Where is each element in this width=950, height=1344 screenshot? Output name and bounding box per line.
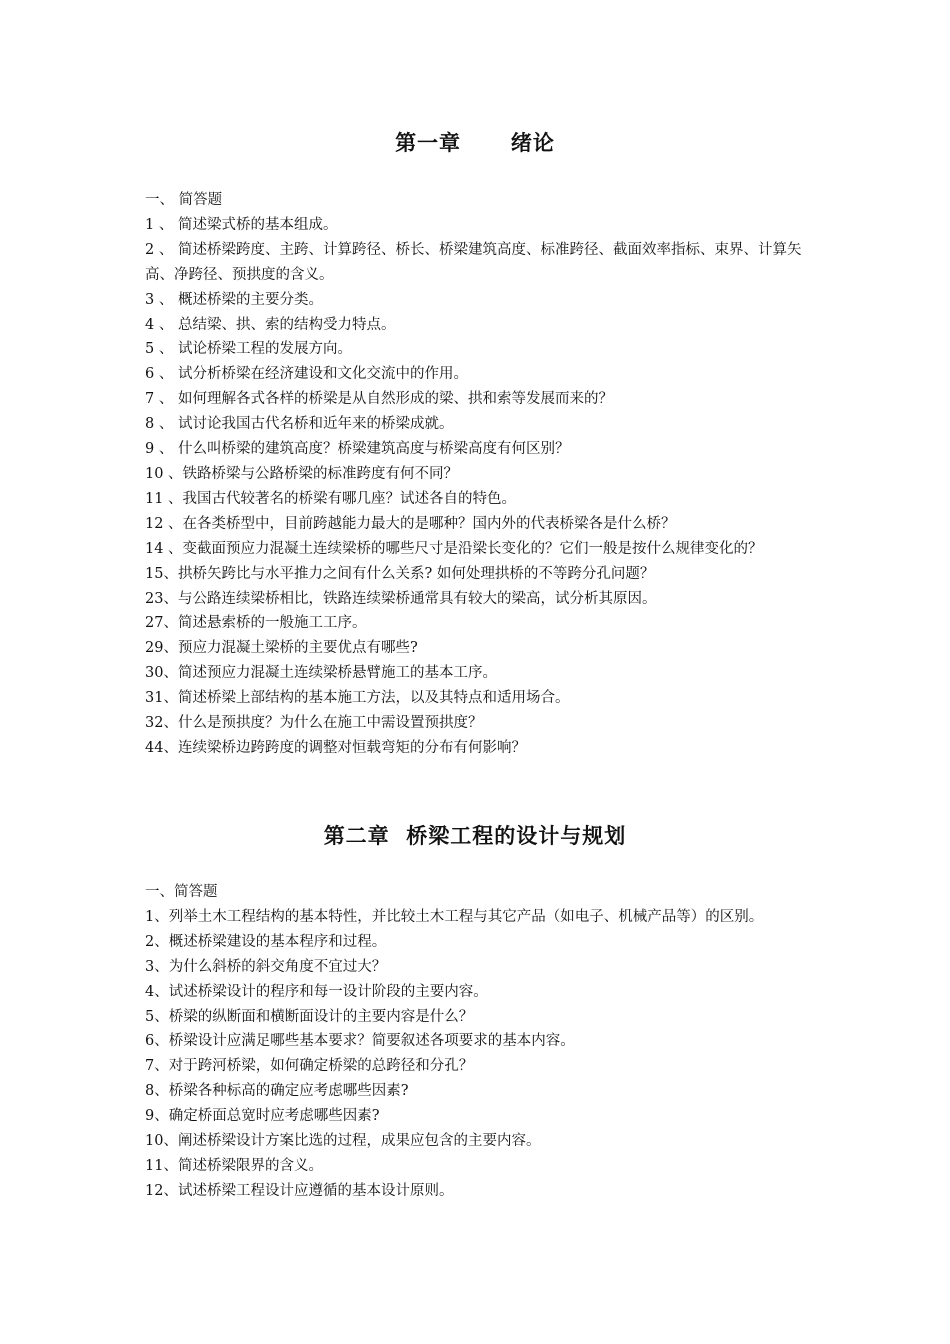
question-item: 23、与公路连续梁桥相比，铁路连续梁桥通常具有较大的梁高，试分析其原因。 — [145, 590, 657, 607]
question-item: 10 、铁路桥梁与公路桥梁的标准跨度有何不同？ — [145, 465, 459, 482]
question-item: 31、简述桥梁上部结构的基本施工方法，以及其特点和适用场合。 — [145, 690, 570, 707]
chapter-1-questions — [145, 188, 813, 761]
question-item: 9、确定桥面总宽时应考虑哪些因素? — [145, 1108, 380, 1125]
question-item: 11 、我国古代较著名的桥梁有哪几座？试述各自的特色。 — [145, 490, 517, 507]
question-item: 10、阐述桥梁设计方案比选的过程，成果应包含的主要内容。 — [145, 1133, 541, 1150]
question-item: 1 、 简述梁式桥的基本组成。 — [145, 216, 338, 233]
question-item: 14 、变截面预应力混凝土连续梁桥的哪些尺寸是沿梁长变化的？它们一般是按什么规律变化的？ — [145, 540, 763, 557]
question-item: 7、对于跨河桥梁，如何确定桥梁的总跨径和分孔？ — [145, 1058, 474, 1075]
question-item: 30、简述预应力混凝土连续梁桥悬臂施工的基本工序。 — [145, 665, 497, 682]
question-item: 11、简述桥梁限界的含义。 — [145, 1157, 323, 1174]
question-item: 4 、 总结梁、拱、索的结构受力特点。 — [145, 316, 396, 333]
question-item: 12、试述桥梁工程设计应遵循的基本设计原则。 — [145, 1182, 454, 1199]
question-item: 3、为什么斜桥的斜交角度不宜过大？ — [145, 958, 387, 975]
question-item: 9 、 什么叫桥梁的建筑高度？桥梁建筑高度与桥梁高度有何区别？ — [145, 441, 570, 458]
question-item: 4、试述桥梁设计的程序和每一设计阶段的主要内容。 — [145, 983, 488, 1000]
question-item: 32、什么是预拱度？为什么在施工中需设置预拱度？ — [145, 715, 483, 732]
question-item: 6、桥梁设计应满足哪些基本要求？简要叙述各项要求的基本内容。 — [145, 1033, 575, 1050]
question-item: 2 、 简述桥梁跨度、主跨、计算跨径、桥长、桥梁建筑高度、标准跨径、截面效率指标、束界、计算矢高、净跨径、预拱度的含义。 — [145, 241, 802, 283]
section-heading: 一、简答题 — [145, 884, 218, 900]
question-item: 27、简述悬索桥的一般施工工序。 — [145, 615, 367, 632]
question-item: 29、预应力混凝土梁桥的主要优点有哪些? — [145, 640, 418, 657]
question-item: 8、桥梁各种标高的确定应考虑哪些因素? — [145, 1083, 409, 1100]
chapter-2-questions — [145, 880, 813, 1204]
section-heading: 一、 简答题 — [145, 192, 223, 208]
question-item: 5 、 试论桥梁工程的发展方向。 — [145, 341, 352, 358]
question-item: 2、概述桥梁建设的基本程序和过程。 — [145, 933, 387, 950]
chapter-1-title: 第一章 绪论 — [395, 131, 555, 155]
question-item: 6 、 试分析桥梁在经济建设和文化交流中的作用。 — [145, 366, 468, 383]
question-item: 15、拱桥矢跨比与水平推力之间有什么关系? 如何处理拱桥的不等跨分孔问题？ — [145, 565, 655, 582]
question-item: 44、连续梁桥边跨跨度的调整对恒载弯矩的分布有何影响？ — [145, 739, 526, 756]
question-item: 1、列举土木工程结构的基本特性，并比较土木工程与其它产品（如电子、机械产品等）的区别。 — [145, 908, 764, 925]
question-item: 8 、 试讨论我国古代名桥和近年来的桥梁成就。 — [145, 416, 454, 433]
question-item: 3 、 概述桥梁的主要分类。 — [145, 291, 323, 308]
question-item: 5、桥梁的纵断面和横断面设计的主要内容是什么？ — [145, 1008, 474, 1025]
chapter-2-title: 第二章 桥梁工程的设计与规划 — [323, 824, 627, 848]
question-item: 7 、 如何理解各式各样的桥梁是从自然形成的梁、拱和索等发展而来的？ — [145, 391, 613, 408]
question-item: 12 、在各类桥型中，目前跨越能力最大的是哪种？国内外的代表桥梁各是什么桥？ — [145, 515, 676, 532]
